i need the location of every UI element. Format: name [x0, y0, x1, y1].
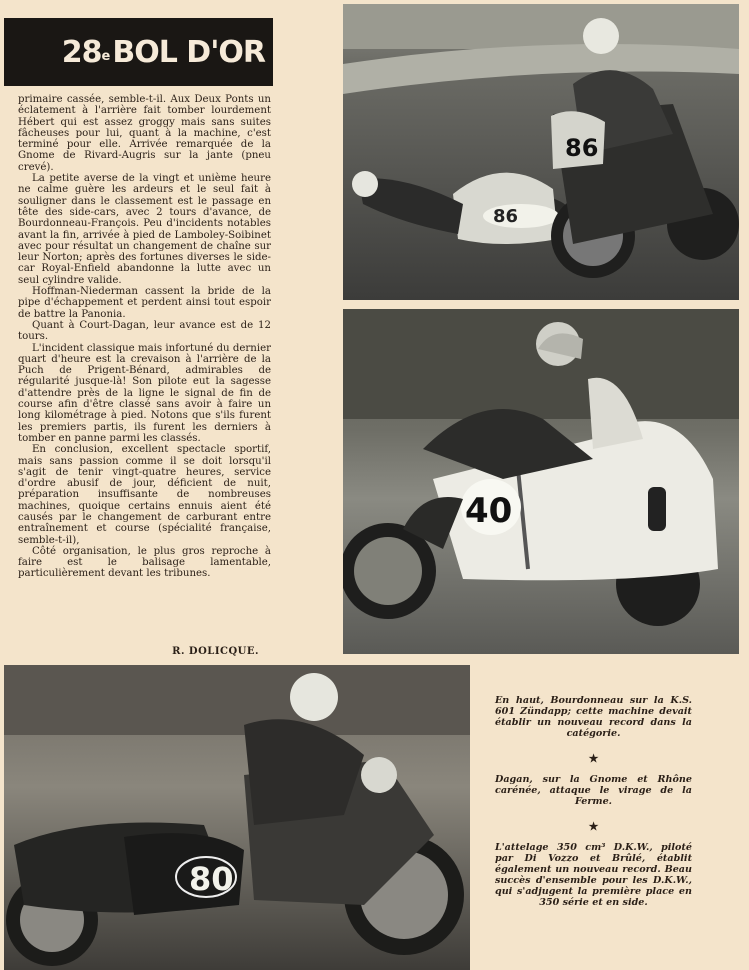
article-paragraph: L'incident classique mais infortuné du dernier quart d'heure est la crevaison à l'arrière de la Puch de Prigent-Bénard, admirables de régularité jusque-là! Son pilote eut la sagesse d'attendre près de la ligne le signal de fin de course afin d'être classé sans avoir à faire un long kilométrage à pied. Notons que s'ils furent les premiers partis, ils furent les derniers à tomber en panne parmi les classés. — [18, 342, 271, 444]
article-paragraph: primaire cassée, semble-t-il. Aux Deux Ponts un éclatement à l'arrière fait tomber lourdement Hébert qui est assez groggy mais sans suites fâcheuses pour lui, quant à la machine, c'est terminé pour elle. Arrivée remarquée de la Gnome de Rivard-Augris sur la jante (pneu crevé). — [18, 94, 271, 173]
photo-captions — [495, 695, 692, 908]
article-paragraph: Quant à Court-Dagan, leur avance est de 12 tours. — [18, 319, 271, 343]
article-paragraph: Hoffman-Niederman cassent la bride de la pipe d'échappement et perdent ainsi tout espoir de battre la Panonia. — [18, 286, 271, 320]
article-body — [18, 94, 271, 664]
title-number: 28 — [61, 34, 102, 70]
caption-top-photo: En haut, Bourdonneau sur la K.S. 601 Zündapp; cette machine devait établir un nouveau record dans la catégorie. — [495, 695, 692, 739]
photo-faired-bike-40 — [343, 309, 739, 654]
article-paragraph: Côté organisation, le plus gros reproche à faire est le balisage lamentable, particulièrement devant les tribunes. — [18, 545, 271, 580]
article-paragraph: La petite averse de la vingt et unième heure ne calme guère les ardeurs et le seul fait à souligner dans le classement est le passage en tête des side-cars, avec 2 tours d'avance, de Bourdonneau-François. Peu d'incidents notables avant la fin, arrivée à pied de Lamboley-Soibinet avec pour résultat un changement de chaîne sur leur Norton; après des fortunes diverses le side-car Royal-Enfield abandonne la lutte avec un seul cylindre valide. — [18, 173, 271, 286]
sidecar-number-86-side: 86 — [493, 206, 519, 227]
photo-sidecar-86 — [343, 4, 739, 300]
sidecar-number-80: 80 — [189, 860, 234, 898]
caption-middle-photo: Dagan, sur la Gnome et Rhône carénée, attaque le virage de la Ferme. — [495, 774, 692, 807]
title-superscript: e — [101, 48, 110, 64]
photo-sidecar-80 — [4, 665, 470, 970]
bike-number-40: 40 — [465, 491, 513, 531]
star-separator-icon: ★ — [588, 820, 599, 833]
star-separator-icon: ★ — [588, 752, 599, 765]
author-byline: R. DOLICQUE. — [172, 646, 259, 657]
title-text: BOL D'OR — [112, 34, 265, 70]
caption-bottom-photo: L'attelage 350 cm³ D.K.W., piloté par Di Vozzo et Brûlé, établit également un nouveau record. Beau succès d'ensemble pour les D.K.W., qui s'adjugent la première place en 350 série et en side. — [495, 842, 692, 908]
article-paragraph: En conclusion, excellent spectacle sportif, mais sans passion comme il se doit lorsqu'il s'agit de tenir vingt-quatre heures, service d'ordre abusif de jour, déficient de nuit, préparation insuffisante de nombreuses machines, quoique certains ennuis aient été causés par le changement de carburant entre entraînement et course (spécialité française, semble-t-il), — [18, 444, 271, 546]
article-title-banner — [4, 18, 273, 86]
bike-number-86-front: 86 — [565, 134, 599, 162]
